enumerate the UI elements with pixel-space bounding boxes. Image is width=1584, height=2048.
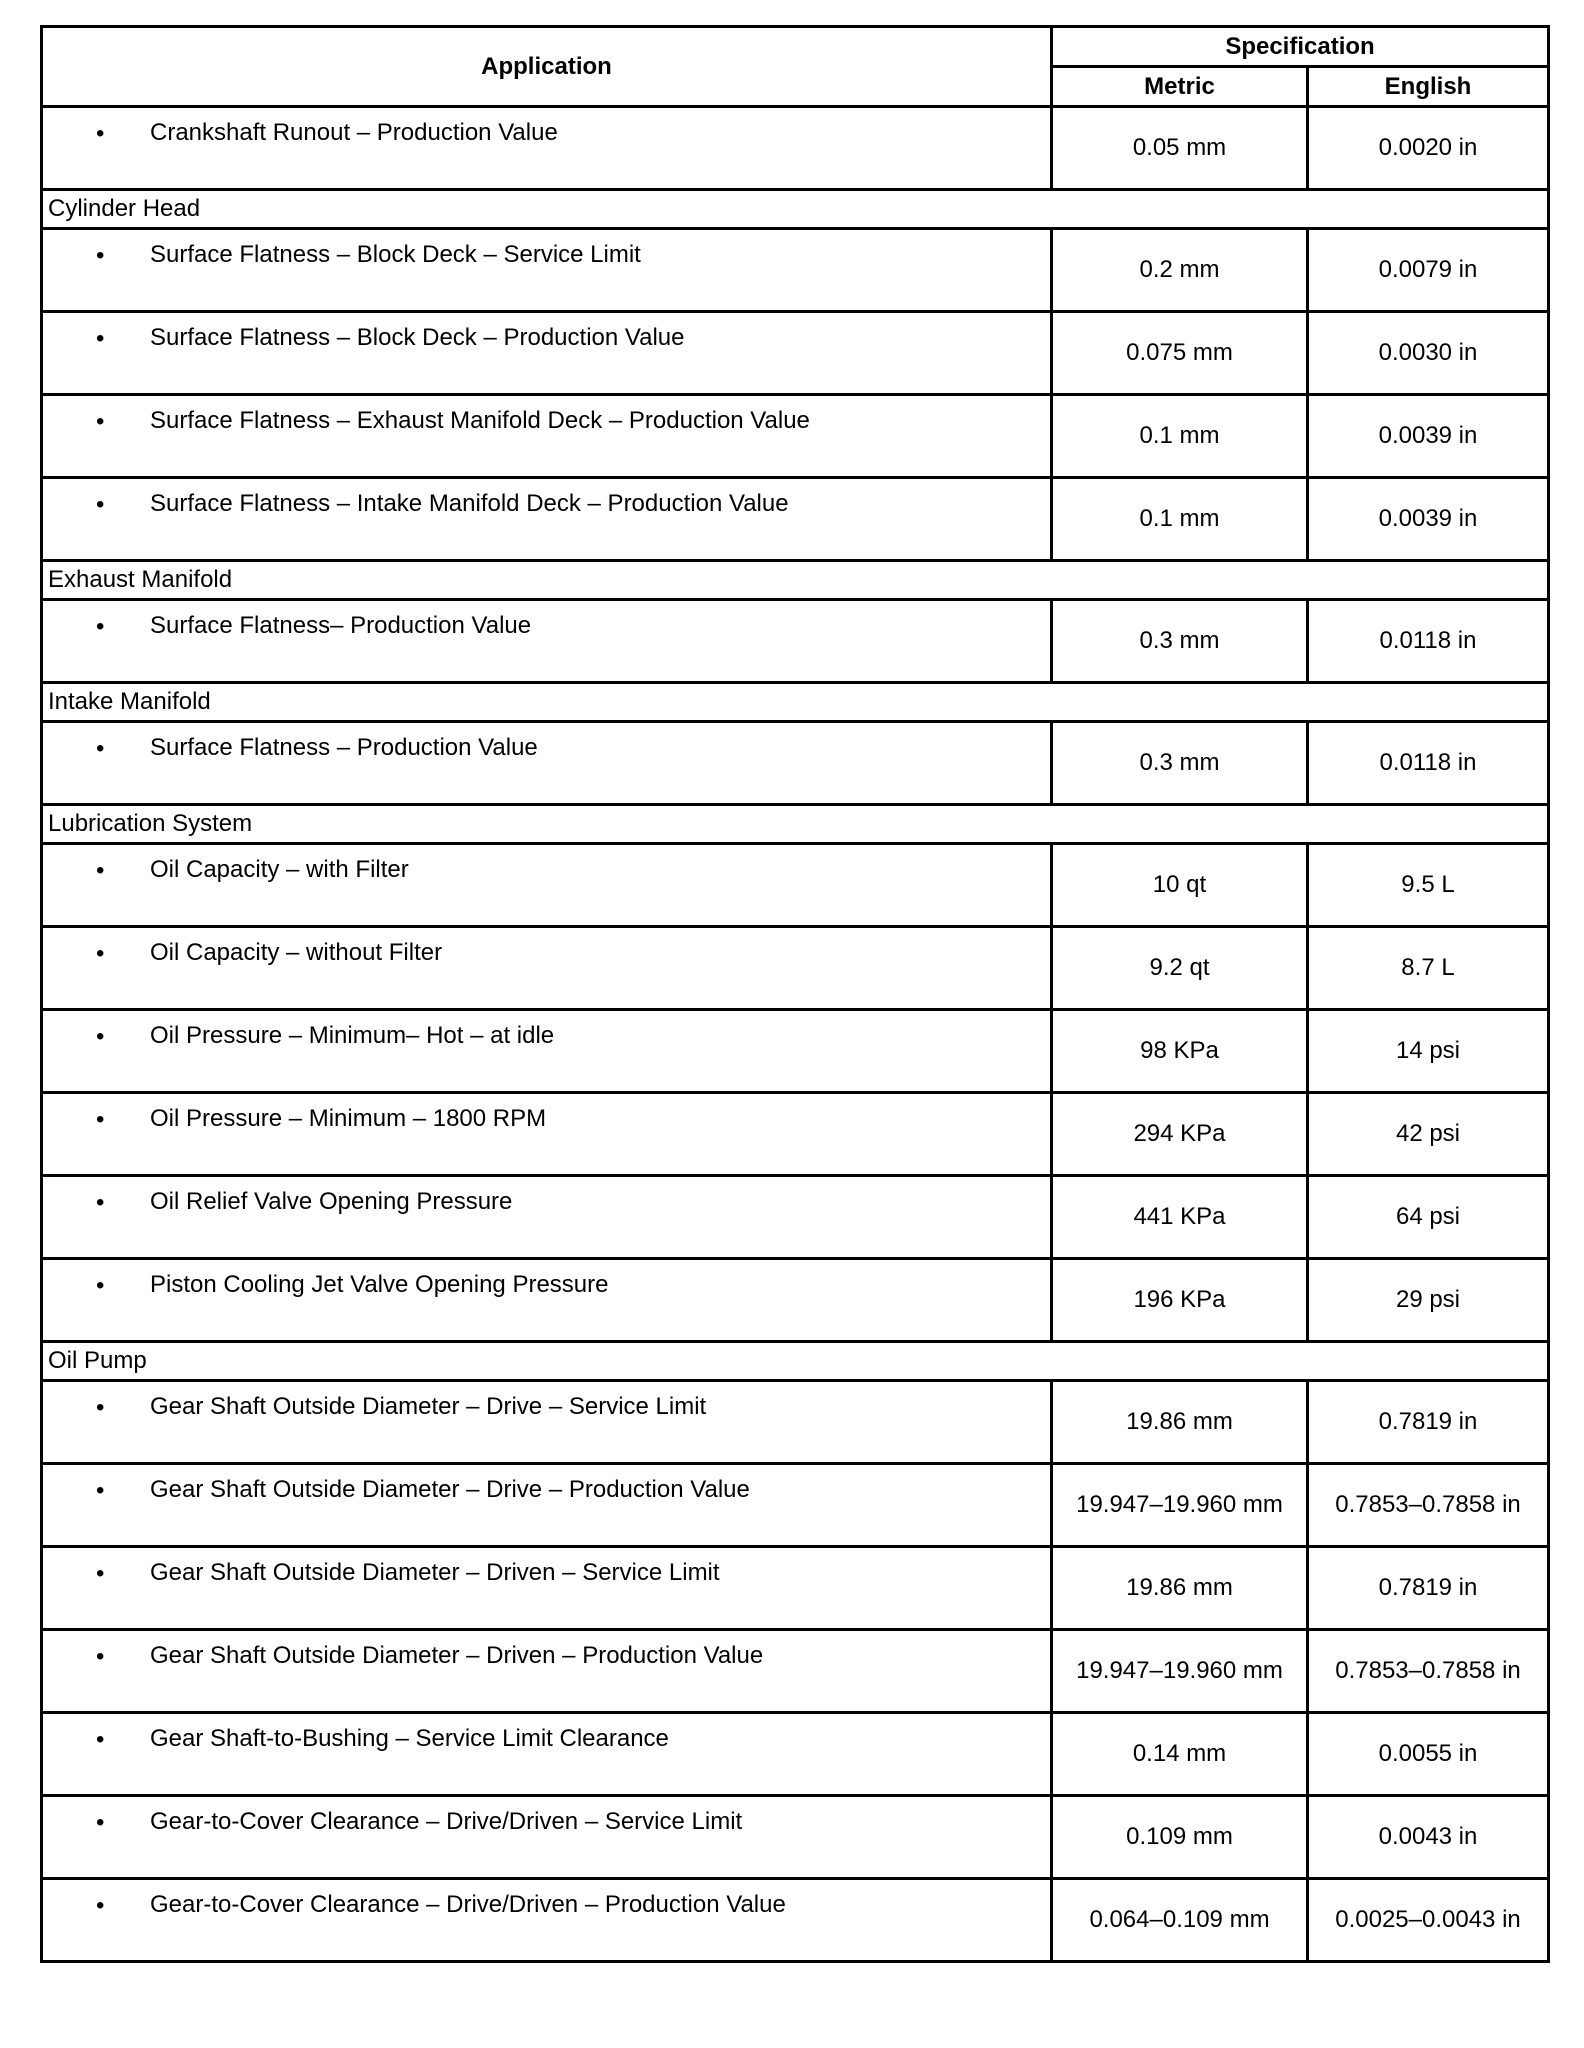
table-row [42, 1630, 1549, 1713]
section-title: Oil Pump [42, 1342, 1549, 1381]
english-value: 29 psi [1308, 1259, 1549, 1342]
bullet-icon: • [96, 1106, 105, 1133]
metric-value: 0.14 mm [1052, 1713, 1308, 1796]
table-row [42, 927, 1549, 1010]
table-row [42, 1464, 1549, 1547]
table-row [42, 229, 1549, 312]
bullet-icon: • [96, 491, 105, 518]
table-row [42, 844, 1549, 927]
application-cell [42, 1010, 1052, 1093]
application-label: Oil Relief Valve Opening Pressure [150, 1188, 513, 1215]
section-row [42, 683, 1549, 722]
table-row [42, 107, 1549, 190]
section-row [42, 805, 1549, 844]
english-value: 0.7819 in [1308, 1547, 1549, 1630]
bullet-icon: • [96, 1809, 105, 1836]
application-label: Gear Shaft Outside Diameter – Driven – Service Limit [150, 1559, 720, 1586]
metric-value: 0.064–0.109 mm [1052, 1879, 1308, 1962]
application-cell [42, 722, 1052, 805]
table-row [42, 478, 1549, 561]
application-cell [42, 1713, 1052, 1796]
application-label: Oil Pressure – Minimum– Hot – at idle [150, 1022, 555, 1049]
application-cell [42, 927, 1052, 1010]
application-label: Oil Capacity – without Filter [150, 939, 443, 966]
metric-value: 294 KPa [1052, 1093, 1308, 1176]
application-cell [42, 1879, 1052, 1962]
application-cell [42, 478, 1052, 561]
section-row [42, 1342, 1549, 1381]
application-cell [42, 844, 1052, 927]
table-row [42, 1796, 1549, 1879]
metric-value: 19.947–19.960 mm [1052, 1630, 1308, 1713]
bullet-icon: • [96, 1726, 105, 1753]
bullet-icon: • [96, 1477, 105, 1504]
table-row [42, 1879, 1549, 1962]
bullet-icon: • [96, 1272, 105, 1299]
bullet-icon: • [96, 1560, 105, 1587]
metric-value: 0.1 mm [1052, 478, 1308, 561]
metric-value: 0.05 mm [1052, 107, 1308, 190]
bullet-icon: • [96, 1394, 105, 1421]
table-row [42, 1176, 1549, 1259]
bullet-icon: • [96, 613, 105, 640]
bullet-icon: • [96, 120, 105, 147]
english-value: 42 psi [1308, 1093, 1549, 1176]
section-row [42, 561, 1549, 600]
table-row [42, 1713, 1549, 1796]
metric-value: 441 KPa [1052, 1176, 1308, 1259]
metric-value: 19.947–19.960 mm [1052, 1464, 1308, 1547]
table-row [42, 600, 1549, 683]
english-value: 8.7 L [1308, 927, 1549, 1010]
application-label: Oil Pressure – Minimum – 1800 RPM [150, 1105, 547, 1132]
section-title: Exhaust Manifold [42, 561, 1549, 600]
application-cell [42, 229, 1052, 312]
table-row [42, 1547, 1549, 1630]
application-label: Surface Flatness – Block Deck – Service Limit [150, 241, 641, 268]
section-title: Lubrication System [42, 805, 1549, 844]
application-label: Gear-to-Cover Clearance – Drive/Driven – Service Limit [150, 1808, 743, 1835]
table-row [42, 312, 1549, 395]
application-label: Surface Flatness – Intake Manifold Deck – Production Value [150, 490, 789, 517]
english-value: 64 psi [1308, 1176, 1549, 1259]
metric-value: 98 KPa [1052, 1010, 1308, 1093]
application-label: Surface Flatness – Block Deck – Production Value [150, 324, 685, 351]
table-row [42, 1259, 1549, 1342]
application-label: Gear Shaft Outside Diameter – Drive – Service Limit [150, 1393, 707, 1420]
specification-table [40, 25, 1550, 1963]
application-label: Surface Flatness– Production Value [150, 612, 532, 639]
application-cell [42, 1176, 1052, 1259]
section-title: Cylinder Head [42, 190, 1549, 229]
application-cell [42, 1259, 1052, 1342]
bullet-icon: • [96, 857, 105, 884]
bullet-icon: • [96, 1023, 105, 1050]
bullet-icon: • [96, 1643, 105, 1670]
english-value: 0.0118 in [1308, 600, 1549, 683]
metric-value: 0.109 mm [1052, 1796, 1308, 1879]
table-body [42, 107, 1549, 1962]
application-cell [42, 600, 1052, 683]
application-label: Surface Flatness – Production Value [150, 734, 538, 761]
table-row [42, 1381, 1549, 1464]
metric-value: 0.2 mm [1052, 229, 1308, 312]
metric-value: 0.3 mm [1052, 722, 1308, 805]
bullet-icon: • [96, 242, 105, 269]
application-label: Gear-to-Cover Clearance – Drive/Driven – Production Value [150, 1891, 786, 1918]
english-value: 0.7819 in [1308, 1381, 1549, 1464]
bullet-icon: • [96, 735, 105, 762]
english-value: 0.0020 in [1308, 107, 1549, 190]
application-label: Surface Flatness – Exhaust Manifold Deck – Production Value [150, 407, 810, 434]
application-label: Gear Shaft Outside Diameter – Driven – Production Value [150, 1642, 764, 1669]
bullet-icon: • [96, 1892, 105, 1919]
application-label: Gear Shaft Outside Diameter – Drive – Production Value [150, 1476, 750, 1503]
metric-value: 9.2 qt [1052, 927, 1308, 1010]
table-row [42, 1093, 1549, 1176]
metric-value: 10 qt [1052, 844, 1308, 927]
english-value: 0.7853–0.7858 in [1308, 1464, 1549, 1547]
metric-header: Metric [1052, 67, 1308, 107]
application-cell [42, 1093, 1052, 1176]
metric-value: 0.3 mm [1052, 600, 1308, 683]
english-value: 0.0030 in [1308, 312, 1549, 395]
application-header: Application [42, 27, 1052, 107]
application-cell [42, 312, 1052, 395]
application-label: Oil Capacity – with Filter [150, 856, 409, 883]
application-label: Crankshaft Runout – Production Value [150, 119, 558, 146]
table-row [42, 395, 1549, 478]
english-value: 0.0118 in [1308, 722, 1549, 805]
metric-value: 196 KPa [1052, 1259, 1308, 1342]
metric-value: 19.86 mm [1052, 1381, 1308, 1464]
application-cell [42, 1381, 1052, 1464]
application-label: Gear Shaft-to-Bushing – Service Limit Clearance [150, 1725, 669, 1752]
bullet-icon: • [96, 408, 105, 435]
english-value: 0.7853–0.7858 in [1308, 1630, 1549, 1713]
english-value: 14 psi [1308, 1010, 1549, 1093]
application-cell [42, 1547, 1052, 1630]
english-value: 0.0055 in [1308, 1713, 1549, 1796]
metric-value: 0.1 mm [1052, 395, 1308, 478]
metric-value: 19.86 mm [1052, 1547, 1308, 1630]
application-cell [42, 395, 1052, 478]
english-value: 0.0039 in [1308, 395, 1549, 478]
bullet-icon: • [96, 325, 105, 352]
application-cell [42, 107, 1052, 190]
english-header: English [1308, 67, 1549, 107]
section-title: Intake Manifold [42, 683, 1549, 722]
english-value: 9.5 L [1308, 844, 1549, 927]
english-value: 0.0039 in [1308, 478, 1549, 561]
english-value: 0.0043 in [1308, 1796, 1549, 1879]
application-cell [42, 1464, 1052, 1547]
english-value: 0.0025–0.0043 in [1308, 1879, 1549, 1962]
bullet-icon: • [96, 1189, 105, 1216]
application-cell [42, 1796, 1052, 1879]
section-row [42, 190, 1549, 229]
application-label: Piston Cooling Jet Valve Opening Pressure [150, 1271, 609, 1298]
bullet-icon: • [96, 940, 105, 967]
table-row [42, 722, 1549, 805]
english-value: 0.0079 in [1308, 229, 1549, 312]
table-row [42, 1010, 1549, 1093]
metric-value: 0.075 mm [1052, 312, 1308, 395]
specification-header: Specification [1052, 27, 1549, 67]
application-cell [42, 1630, 1052, 1713]
